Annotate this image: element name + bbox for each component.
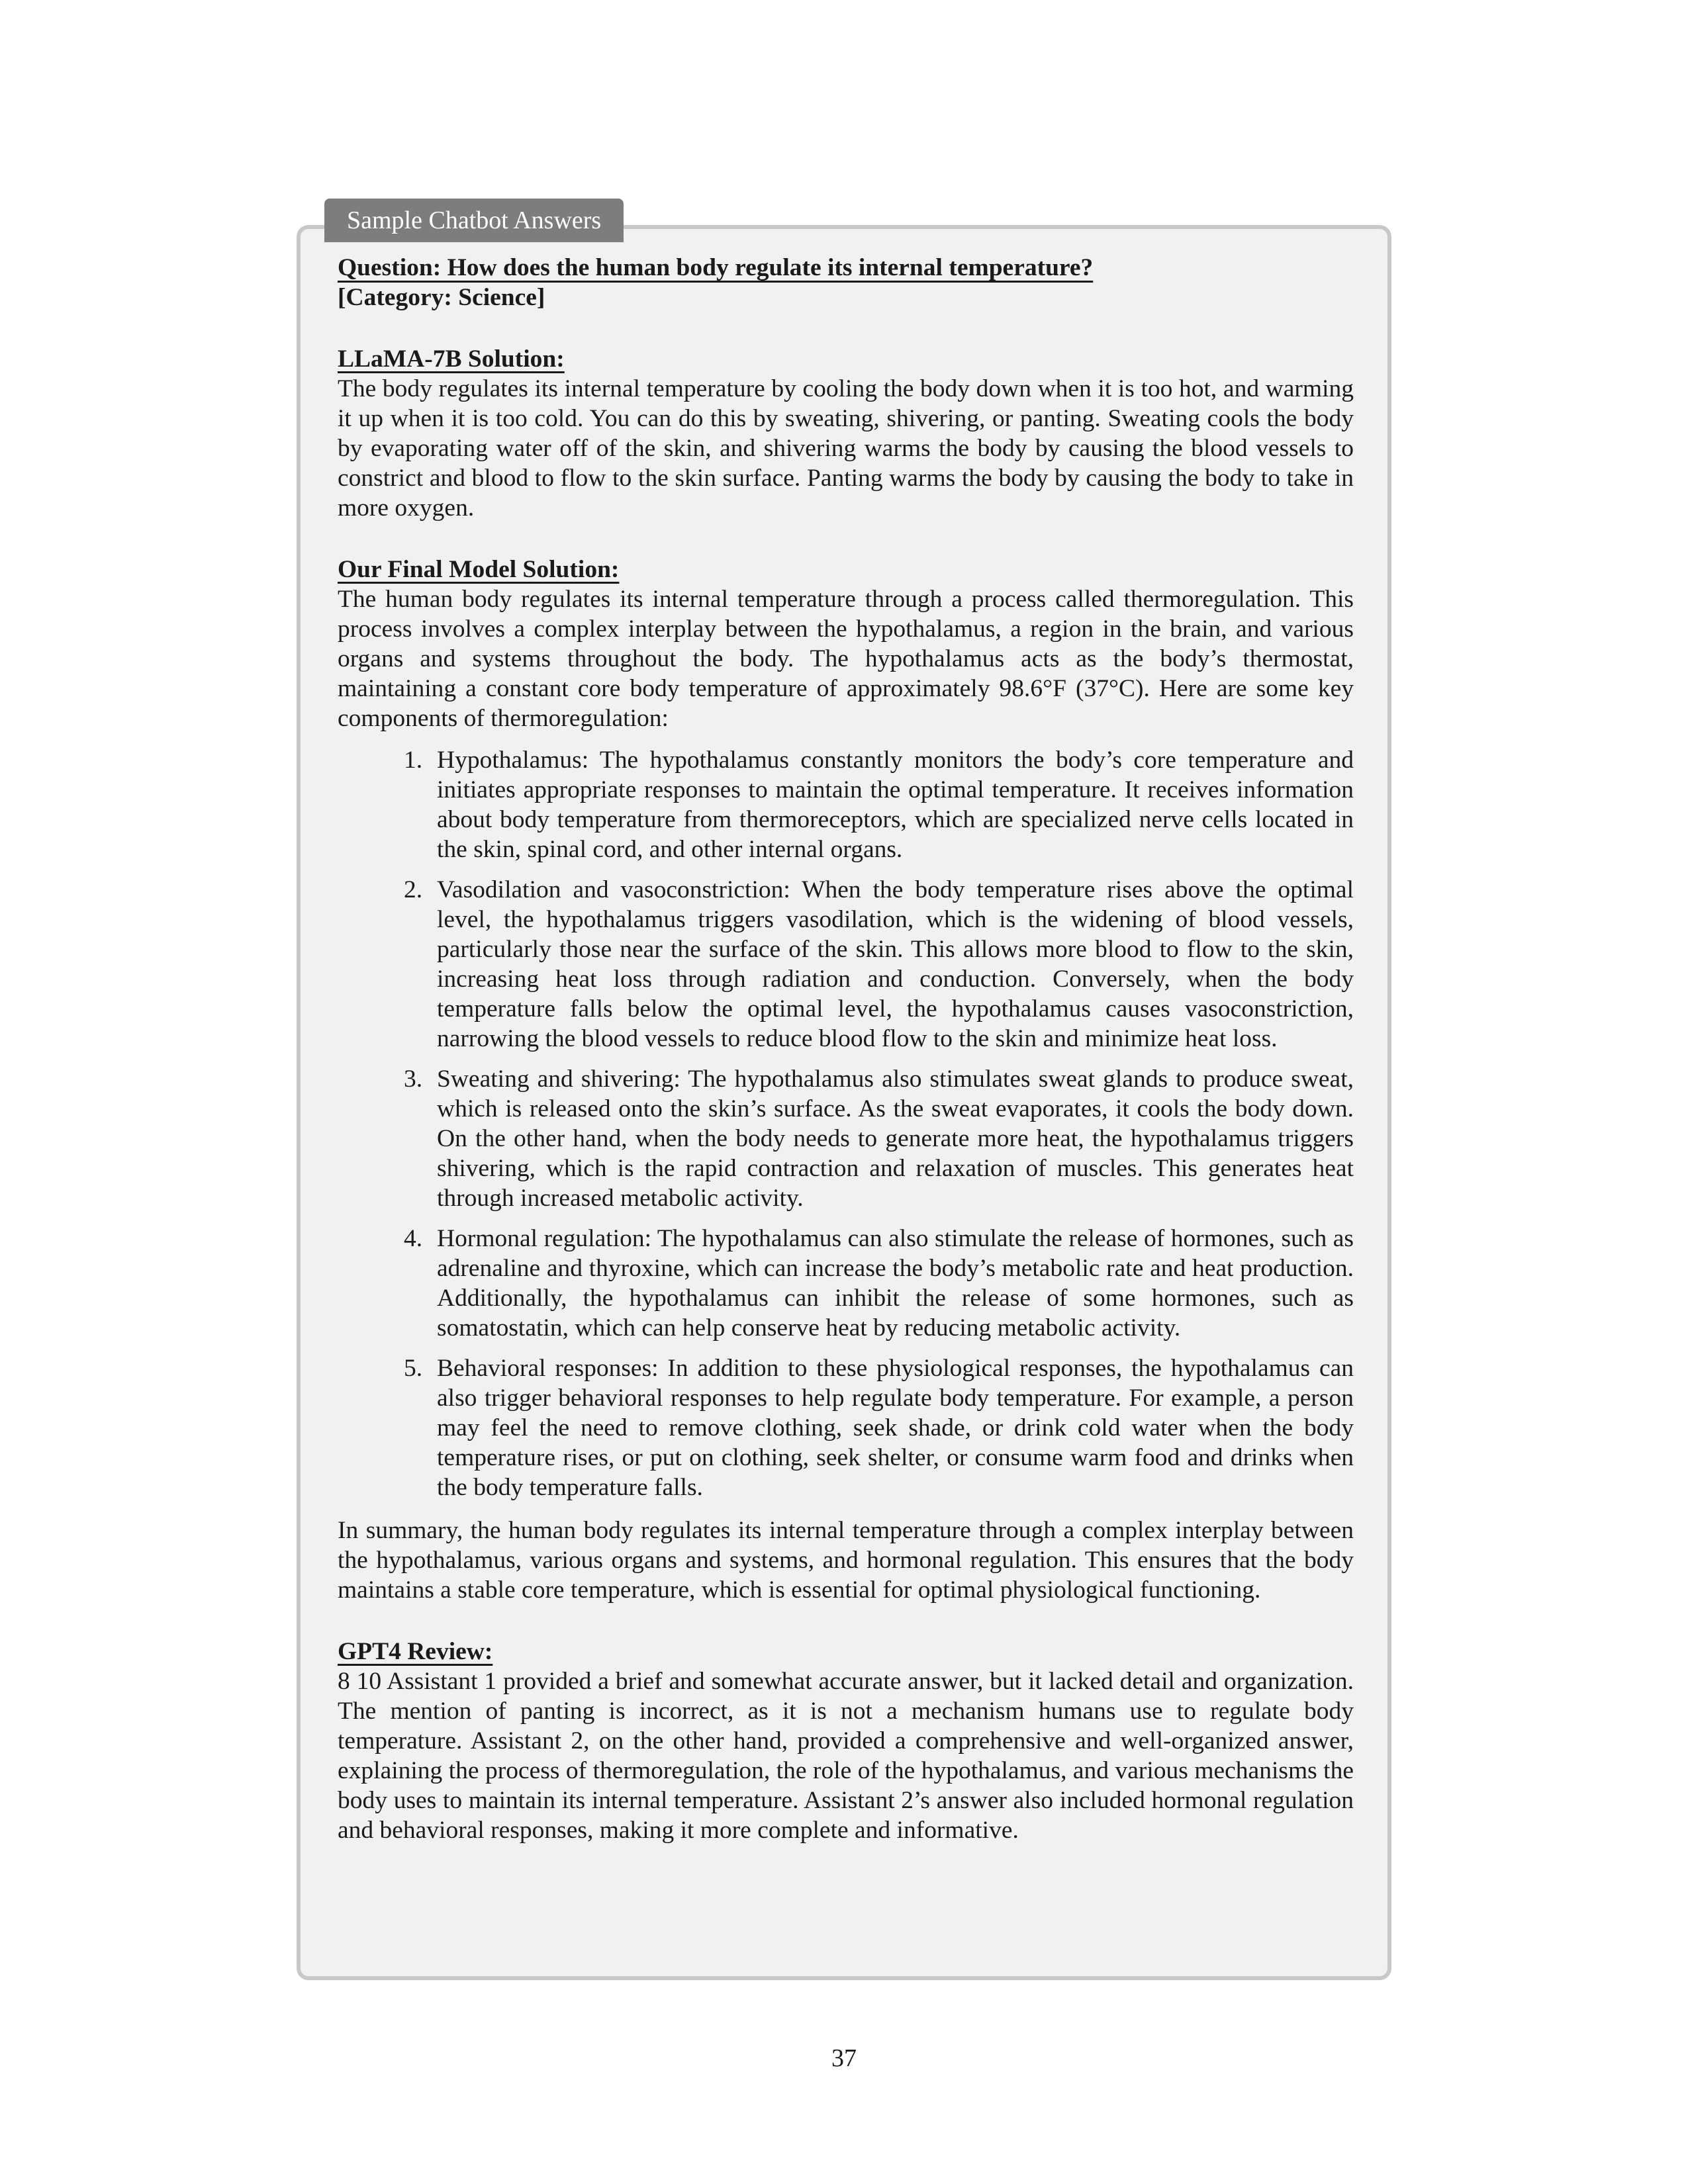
gpt4-review-text: 8 10 Assistant 1 provided a brief and somewhat accurate answer, but it lacked detail and organization. The mention of panting is incorrect, as it is not a mechanism humans use to regulate body temperature. Assistant 2, on the other hand, provided a comprehensive and well-organized answer, explaining the process of thermoregulation, the role of the hypothalamus, and various mechanisms the body uses to maintain its internal temperature. Assistant 2’s answer also included hormonal regulation and behavioral responses, making it more complete and informative. [338,1668,1354,1844]
final-model-summary: In summary, the human body regulates its internal temperature through a complex interplay between the hypothalamus, various organs and systems, and hormonal regulation. This ensures that the body maintains a stable core temperature, which is essential for optimal physiological functioning. [338,1517,1354,1604]
list-item-number: 3. [404,1066,423,1093]
list-item-text: Hypothalamus: The hypothalamus constantly monitors the body’s core temperature and initiates appropriate responses to maintain the optimal temperature. It receives information about body temperature from thermoreceptors, which are specialized nerve cells located in the skin, spinal cord, and other internal organs. [437,747,1354,863]
llama-answer: The body regulates its internal temperature by cooling the body down when it is too hot, and warming it up when it is too cold. You can do this by sweating, shivering, or panting. Sweating cools the body by evaporating water off of the skin, and shivering warms the body by causing the blood vessels to constrict and blood to flow to the skin surface. Panting warms the body by causing the body to take in more oxygen. [338,375,1354,522]
list-item-text: Hormonal regulation: The hypothalamus can also stimulate the release of hormones, such as adrenaline and thyroxine, which can increase the body’s metabolic rate and heat production. Additionally, the hypothalamus can inhibit the release of some hormones, such as somatostatin, which can help conserve heat by reducing metabolic activity. [437,1225,1354,1342]
list-item-text: Vasodilation and vasoconstriction: When the body temperature rises above the optimal level, the hypothalamus triggers vasodilation, which is the widening of blood vessels, particularly those near the surface of the skin. This allows more blood to flow to the skin, increasing heat loss through radiation and conduction. Conversely, when the body temperature falls below the optimal level, the hypothalamus causes vasoconstriction, narrowing the blood vessels to reduce blood flow to the skin and minimize heat loss. [437,876,1354,1052]
list-item-number: 1. [404,747,423,774]
list-item [338,1353,1354,1502]
gpt4-review-heading: GPT4 Review: [338,1638,493,1665]
box-content [338,253,1354,1845]
list-item-number: 2. [404,876,423,903]
list-item [338,1224,1354,1343]
question-title: Question: How does the human body regulate its internal temperature? [338,254,1094,281]
page-number: 37 [831,2044,857,2072]
llama-heading: LLaMA-7B Solution: [338,345,565,373]
thermoregulation-list [338,745,1354,1502]
final-model-heading: Our Final Model Solution: [338,556,620,583]
list-item-number: 4. [404,1225,423,1252]
list-item-number: 5. [404,1355,423,1382]
list-item [338,875,1354,1054]
box-title: Sample Chatbot Answers [324,199,624,242]
list-item [338,745,1354,864]
list-item-text: Behavioral responses: In addition to these physiological responses, the hypothalamus can also trigger behavioral responses to help regulate body temperature. For example, a person may feel the need to remove clothing, seek shade, or drink cold water when the body temperature rises, or put on clothing, seek shelter, or consume warm food and drinks when the body temperature falls. [437,1355,1354,1501]
list-item [338,1064,1354,1213]
final-model-intro: The human body regulates its internal temperature through a process called thermoregulation. This process involves a complex interplay between the hypothalamus, a region in the brain, and various organs and systems throughout the body. The hypothalamus acts as the body’s thermostat, maintaining a constant core body temperature of approximately 98.6°F (37°C). Here are some key components of thermoregulation: [338,586,1354,732]
list-item-text: Sweating and shivering: The hypothalamus also stimulates sweat glands to produce sweat, which is released onto the skin’s surface. As the sweat evaporates, it cools the body down. On the other hand, when the body needs to generate more heat, the hypothalamus triggers shivering, which is the rapid contraction and relaxation of muscles. This generates heat through increased metabolic activity. [437,1066,1354,1212]
question-category: [Category: Science] [338,284,545,311]
